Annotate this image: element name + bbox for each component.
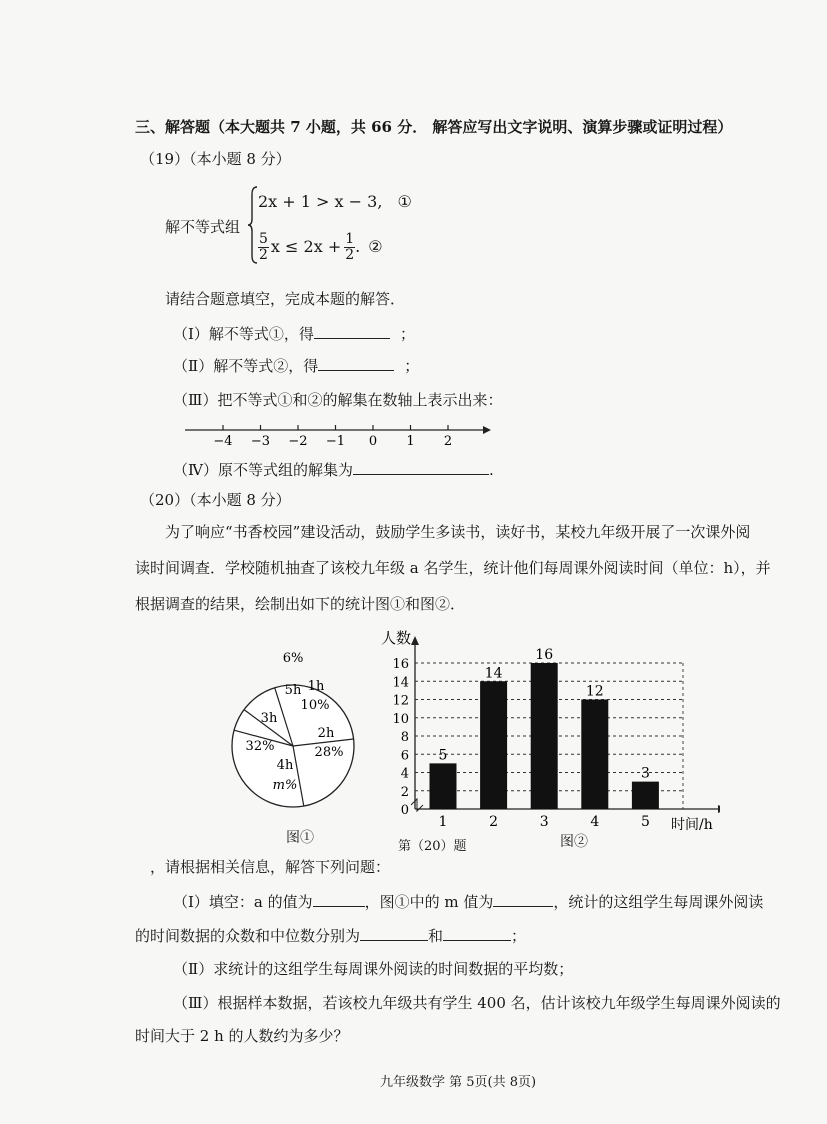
pie-label: 2h (317, 726, 335, 741)
x-tick-label: 5 (640, 814, 650, 830)
bar-value-label: 16 (535, 647, 554, 663)
y-tick-label: 14 (392, 675, 409, 691)
bar-value-label: 3 (640, 765, 650, 782)
q1-text-e: 和 (428, 927, 444, 945)
number-line-label: −4 (213, 434, 233, 449)
y-tick-label: 0 (400, 803, 409, 818)
step2-blank[interactable] (318, 356, 394, 371)
coef-fraction: $\frac{5}{2}$ (259, 231, 268, 263)
pie-chart (220, 648, 370, 818)
step2-text: （Ⅱ）解不等式②，得 (173, 357, 319, 375)
step1-blank[interactable] (314, 324, 390, 339)
bar-5 (632, 782, 659, 809)
q1-text-d: 的时间数据的众数和中位数分别为 (135, 927, 361, 945)
pie-label: 5h (284, 683, 302, 698)
q20-header: （20）（本小题 8 分） (140, 491, 291, 509)
q20-q3-line2: 时间大于 2 h 的人数约为多少？ (135, 1027, 349, 1045)
a-value-blank[interactable] (313, 892, 365, 907)
number-line-label: −2 (288, 434, 308, 449)
m-value-blank[interactable] (493, 892, 553, 907)
bar-1 (430, 763, 457, 809)
bar-3 (531, 663, 558, 809)
x-axis-label: 时间/h (671, 817, 713, 833)
x-axis-arrow (718, 805, 720, 813)
inequality-2-mark: ② (368, 237, 383, 256)
step1-end: ； (399, 325, 415, 343)
pie-value: m% (272, 778, 298, 793)
number-line (185, 420, 495, 452)
median-blank[interactable] (443, 926, 511, 941)
number-line-label: −1 (325, 434, 346, 449)
q20-para3: 根据调查的结果，绘制出如下的统计图①和图②． (135, 595, 466, 613)
number-line-label: 0 (368, 434, 378, 449)
q19-header: （19）（本小题 8 分） (140, 150, 291, 168)
y-tick-label: 10 (392, 711, 409, 727)
step4-blank[interactable] (353, 460, 489, 475)
number-line-label: 1 (406, 434, 415, 449)
q1-text-a: （Ⅰ）填空：a 的值为 (173, 893, 313, 911)
q19-prompt: 请结合题意填空，完成本题的解答． (165, 290, 406, 308)
q19-step2 (173, 356, 419, 375)
q1-text-f: ； (511, 927, 527, 945)
system-brace (248, 186, 258, 264)
number-line-label: 2 (443, 434, 453, 449)
x-tick-label: 3 (539, 814, 549, 830)
y-tick-label: 16 (392, 657, 409, 672)
step4-end: . (489, 461, 494, 479)
inequality-1-mark: ① (397, 192, 412, 211)
x-tick-label: 1 (438, 814, 448, 830)
bar-2 (480, 681, 507, 809)
inequality-2-end: . (355, 237, 361, 256)
y-tick-label: 12 (392, 693, 409, 709)
half-fraction: $\frac{1}{2}$ (345, 231, 355, 263)
q20-ask: ，请根据相关信息，解答下列问题： (150, 858, 391, 876)
fig1-caption: 图① (286, 830, 314, 846)
number-line-label: −3 (250, 434, 271, 449)
y-tick-label: 8 (400, 730, 409, 745)
step1-text: （Ⅰ）解不等式①，得 (173, 325, 314, 343)
pie-value: 6% (282, 651, 304, 666)
step2-end: ； (404, 357, 420, 375)
section-heading: 三、解答题（本大题共 7 小题，共 66 分． 解答应写出文字说明、演算步骤或证明过程） (135, 118, 733, 136)
q20-q1-line2 (135, 926, 526, 945)
pie-value: 28% (314, 745, 344, 760)
q1-text-c: ，统计的这组学生每周课外阅读 (553, 893, 764, 911)
q20-q2: （Ⅱ）求统计的这组学生每周课外阅读的时间数据的平均数； (173, 960, 574, 978)
q20-para1: 为了响应“书香校园”建设活动，鼓励学生多读书，读好书，某校九年级开展了一次课外阅 (165, 523, 751, 541)
pie-label: 4h (276, 758, 294, 773)
bar-chart (370, 625, 720, 835)
q20-q3-line1: （Ⅲ）根据样本数据，若该校九年级共有学生 400 名，估计该校九年级学生每周课外阅读的 (173, 994, 781, 1012)
inequality-2 (258, 230, 383, 264)
step4-text: （Ⅳ）原不等式组的解集为 (173, 461, 353, 479)
y-axis-arrow (411, 636, 419, 645)
bar-value-label: 14 (484, 665, 503, 682)
pie-label: 3h (260, 711, 278, 726)
problem-caption: 第（20）题 (398, 839, 467, 854)
page-footer: 九年级数学 第 5页(共 8页) (380, 1075, 537, 1090)
q19-intro: 解不等式组 (165, 218, 241, 236)
inequality-1-text: 2x + 1 > x − 3, (258, 192, 383, 211)
pie-label: 1h (307, 679, 325, 694)
bar-value-label: 12 (585, 683, 604, 700)
bar-value-label: 5 (438, 747, 448, 764)
x-tick-label: 4 (590, 814, 600, 830)
fig2-caption: 图② (560, 834, 588, 850)
q19-step4 (173, 460, 494, 479)
x-tick-label: 2 (489, 814, 499, 830)
pie-value: 32% (245, 739, 275, 754)
q20-para2: 读时间调查．学校随机抽查了该校九年级 a 名学生，统计他们每周课外阅读时间（单位：h），并 (135, 559, 771, 577)
q20-q1-line1 (173, 892, 763, 911)
mode-blank[interactable] (360, 926, 428, 941)
inequality-2-mid: x ≤ 2x + (270, 237, 342, 256)
y-tick-label: 2 (400, 784, 409, 800)
q19-step3: （Ⅲ）把不等式①和②的解集在数轴上表示出来： (173, 391, 503, 409)
q1-text-b: ，图①中的 m 值为 (364, 893, 494, 911)
q19-step1 (173, 324, 415, 343)
y-axis-label: 人数 (381, 629, 412, 647)
inequality-1 (258, 193, 412, 211)
y-tick-label: 4 (400, 766, 409, 782)
y-tick-label: 6 (400, 748, 409, 764)
bar-4 (581, 700, 608, 810)
number-line-arrow (483, 426, 491, 434)
pie-value: 10% (300, 698, 330, 713)
